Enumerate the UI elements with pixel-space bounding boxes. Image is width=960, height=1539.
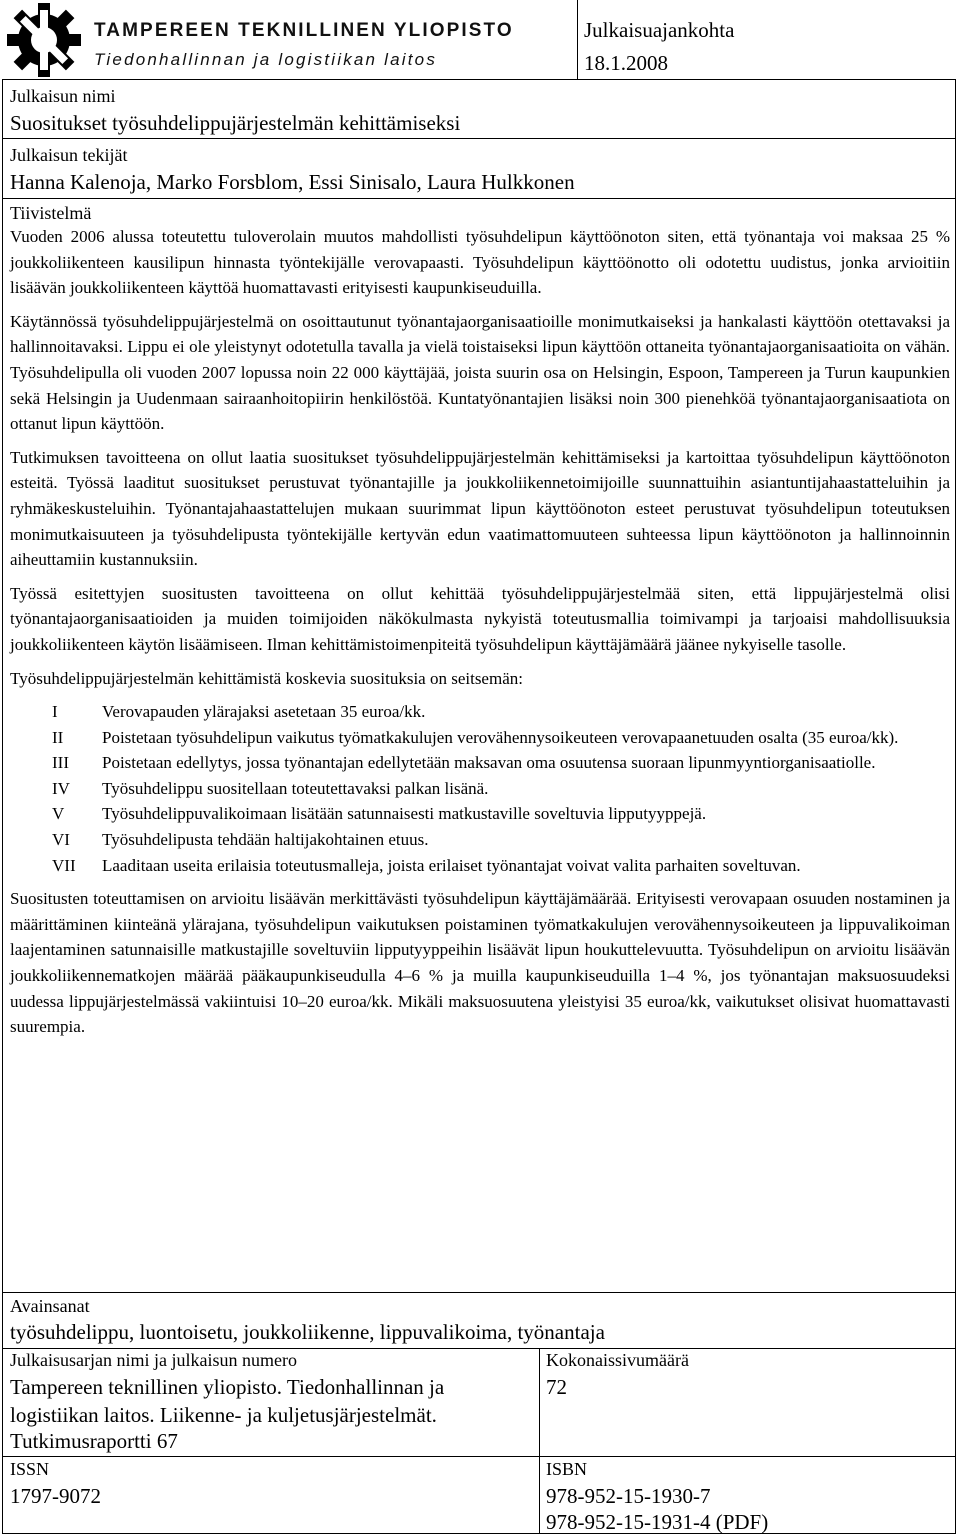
divider: [2, 198, 956, 199]
list-item: [10, 776, 950, 802]
total-pages-label: Kokonaissivumäärä: [546, 1350, 689, 1370]
abstract-paragraph: Tutkimuksen tavoitteena on ollut laatia suositukset työsuhdelippujärjestelmän kehittämiseksi ja kartoittaa työsuhdelipun käyttöönoton esteitä. Työssä laaditut suositukset perustuvat työnantajille ja joukkoliikennetoimijoille suunnattuihin asiantuntijahaastatteluihin ja ryhmäkeskusteluihin. Työnantajahaastattelujen mukaan suurimmat lipun käyttöönoton esteet perustuvat työsuhdelipun toteutuksen monimutkaisuuteen ja työsuhdelipusta työntekijälle kertyvän edun vaatimattomuuteen suhteessa lipun käyttöönoton ja hallinnoinnin aiheuttamiin kustannuksiin.: [10, 447, 950, 570]
list-item: [10, 827, 950, 853]
recommendation-text: Laaditaan useita erilaisia toteutusmalleja, joista erilaiset työnantajat voivat valita parhaiten soveltuvan.: [102, 855, 801, 875]
gear-logo-icon: [6, 2, 82, 78]
keywords-label: Avainsanat: [10, 1296, 90, 1316]
list-item: [10, 750, 950, 776]
publication-date-value: 18.1.2008: [584, 51, 668, 75]
abstract-paragraph: Käytännössä työsuhdelippujärjestelmä on osoittautunut työnantajaorganisaatioille monimutkaiseksi ja hankalasti käyttöön otettavaksi ja hallinnoitavaksi. Lippu ei ole yleistynyt odotetulla tavalla ja vielä toistaiseksi lipun käyttöön ottaneita työnantajaorganisaatioita on vähän. Työsuhdelipulla oli vuoden 2007 lopussa noin 22 000 käyttäjää, joista suurin osa on Helsingin, Espoon, Tampereen ja Turun kaupunkien sekä Helsingin ja Uudenmaan sairaanhoitopiirin henkilöstöä. Kuntatyönantajien lisäksi noin 300 pienehköä työnantajaorganisaatiota on ottanut lipun käyttöön.: [10, 311, 950, 434]
isbn-value: 978-952-15-1930-7: [546, 1484, 711, 1508]
recommendation-number: I: [52, 702, 58, 722]
issn-value: 1797-9072: [10, 1484, 101, 1508]
series-value-line: logistiikan laitos. Liikenne- ja kuljetusjärjestelmät.: [10, 1403, 437, 1427]
recommendation-number: II: [52, 727, 64, 747]
abstract-paragraph: Työsuhdelippujärjestelmän kehittämistä koskevia suosituksia on seitsemän:: [10, 668, 523, 688]
recommendation-text: Työsuhdelippuvalikoimaan lisätään satunnaisesti matkustaville soveltuvia lipputyyppejä.: [102, 804, 707, 824]
divider: [2, 138, 956, 139]
list-item: [10, 801, 950, 827]
series-label: Julkaisusarjan nimi ja julkaisun numero: [10, 1350, 297, 1370]
total-pages-value: 72: [546, 1375, 567, 1399]
series-value-line: Tutkimusraportti 67: [10, 1429, 178, 1453]
recommendation-number: III: [52, 753, 69, 773]
recommendations-list: [10, 699, 950, 878]
recommendation-text: Verovapauden ylärajaksi asetetaan 35 euroa/kk.: [102, 702, 426, 722]
recommendation-number: V: [52, 804, 65, 824]
abstract-paragraph: Vuoden 2006 alussa toteutettu tuloverolain muutos mahdollisti työsuhdelipun käyttöönoton siten, että työnantaja voi maksaa 25 % joukkoliikenteen kausilipun hinnasta työntekijälle verovapaasti. Työsuhdelipun käyttöönotto oli odotettu uudistus, jonka arvioitiin lisäävän joukkoliikenteen käyttöä huomattavasti erityisesti kaupunkiseuduilla.: [10, 227, 950, 298]
series-value-line: Tampereen teknillinen yliopisto. Tiedonhallinnan ja: [10, 1375, 445, 1399]
publication-name-value: Suositukset työsuhdelippujärjestelmän kehittämiseksi: [10, 111, 461, 135]
recommendation-text: Poistetaan työsuhdelipun vaikutus työmatkakulujen verovähennysoikeuteen verovapaanetuuden osalta (35 euroa/kk).: [102, 727, 899, 747]
recommendation-number: IV: [52, 778, 70, 798]
authors-value: Hanna Kalenoja, Marko Forsblom, Essi Sinisalo, Laura Hulkkonen: [10, 170, 575, 194]
authors-label: Julkaisun tekijät: [10, 145, 128, 165]
recommendation-text: Poistetaan edellytys, jossa työnantajan edellytetään maksavan oma osuutensa suoraan lipunmyyntiorganisaatiolle.: [102, 753, 876, 773]
recommendation-text: Työsuhdelipusta tehdään haltijakohtainen etuus.: [102, 830, 429, 850]
isbn-label: ISBN: [546, 1459, 588, 1479]
divider: [2, 1456, 956, 1457]
recommendation-number: VII: [52, 855, 76, 875]
divider: [2, 1348, 956, 1349]
abstract-paragraph: Työssä esitettyjen suositusten tavoitteena on ollut kehittää työsuhdelippujärjestelmää siten, että lippujärjestelmä olisi työnantajaorganisaatioiden ja muiden toimijoiden näkökulmasta nykyistä toteutusmallia toimivampi ja tarjoaisi mahdollisuuksia joukkoliikenteen käytön lisäämiseen. Ilman kehittämistoimenpiteitä työsuhdelipun käyttäjämäärä jäänee nykyiselle tasolle.: [10, 583, 950, 654]
abstract-body: [10, 224, 950, 1048]
date-column-divider: [577, 0, 578, 79]
list-item: [10, 853, 950, 879]
keywords-value: työsuhdelippu, luontoisetu, joukkoliikenne, lippuvalikoima, työnantaja: [10, 1320, 605, 1344]
publication-name-label: Julkaisun nimi: [10, 86, 116, 106]
abstract-closing-paragraph: Suositusten toteuttamisen on arvioitu lisäävän merkittävästi työsuhdelipun käyttäjämäärää. Erityisesti verovapaan osuuden nostaminen ja määrittäminen kiinteänä ylärajana, työsuhdelipun vaikutuksen poistaminen työmatkakulujen verovähennysoikeuteen ja lippuvalikoiman laajentaminen satunnaisille matkustajille soveltuviin lipputyyppeihin lisäävät lipun houkuttelevuutta. Työsuhdelipun on arvioitu lisäävän joukkoliikennematkojen määrää pääkaupunkiseudulla 4–6 % ja muilla kaupunkiseuduilla 1–4 %, jos työnantajan maksuosuudeksi uudessa lippujärjestelmässä vakiintuisi 10–20 euroa/kk. Mikäli maksuosuutena yleistyisi 35 euroa/kk, vaikutukset olisivat huomattavasti suurempia.: [10, 889, 950, 1037]
university-name: TAMPEREEN TEKNILLINEN YLIOPISTO: [94, 20, 514, 41]
department-name: Tiedonhallinnan ja logistiikan laitos: [94, 50, 438, 69]
divider: [2, 1292, 956, 1293]
column-divider: [539, 1348, 540, 1534]
list-item: [10, 725, 950, 751]
recommendation-text: Työsuhdelippu suositellaan toteutettavaksi palkan lisänä.: [102, 778, 489, 798]
isbn-pdf-value: 978-952-15-1931-4 (PDF): [546, 1510, 769, 1534]
recommendation-number: VI: [52, 830, 70, 850]
abstract-label: Tiivistelmä: [10, 203, 92, 223]
publication-date-label: Julkaisuajankohta: [584, 18, 735, 42]
list-item: [10, 699, 950, 725]
issn-label: ISSN: [10, 1459, 50, 1479]
